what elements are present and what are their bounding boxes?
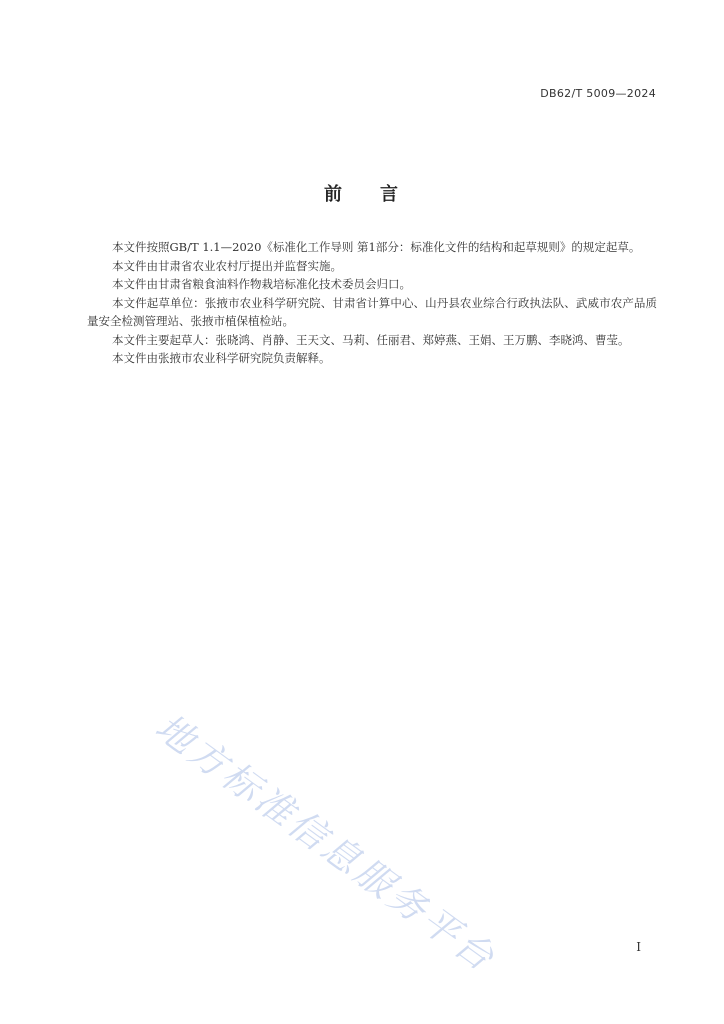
document-code: DB62/T 5009—2024 — [540, 87, 656, 100]
paragraph-drafting-units: 本文件起草单位：张掖市农业科学研究院、甘肃省计算中心、山丹县农业综合行政执法队、武威市农产品质量安全检测管理站、张掖市植保植检站。 — [87, 295, 657, 328]
title-char-1: 前 — [324, 184, 344, 205]
paragraph-drafting-rule: 本文件按照GB/T 1.1—2020《标准化工作导则 第1部分：标准化文件的结构和起草规则》的规定起草。 — [112, 240, 641, 254]
section-title — [0, 180, 724, 206]
paragraph-committee: 本文件由甘肃省粮食油料作物栽培标准化技术委员会归口。 — [112, 277, 411, 291]
paragraph-proposer: 本文件由甘肃省农业农村厅提出并监督实施。 — [112, 258, 342, 273]
watermark-text: 地方标准信息服务平台 — [147, 705, 505, 982]
paragraph-interpretation: 本文件由张掖市农业科学研究院负责解释。 — [112, 351, 331, 365]
page-number: I — [636, 940, 641, 954]
foreword-body — [87, 238, 657, 368]
paragraph-drafters: 本文件主要起草人：张晓鸿、肖静、王天文、马莉、任丽君、郑婷燕、王娟、王万鹏、李晓鸿、曹莹。 — [112, 332, 630, 347]
title-char-2: 言 — [380, 184, 400, 205]
